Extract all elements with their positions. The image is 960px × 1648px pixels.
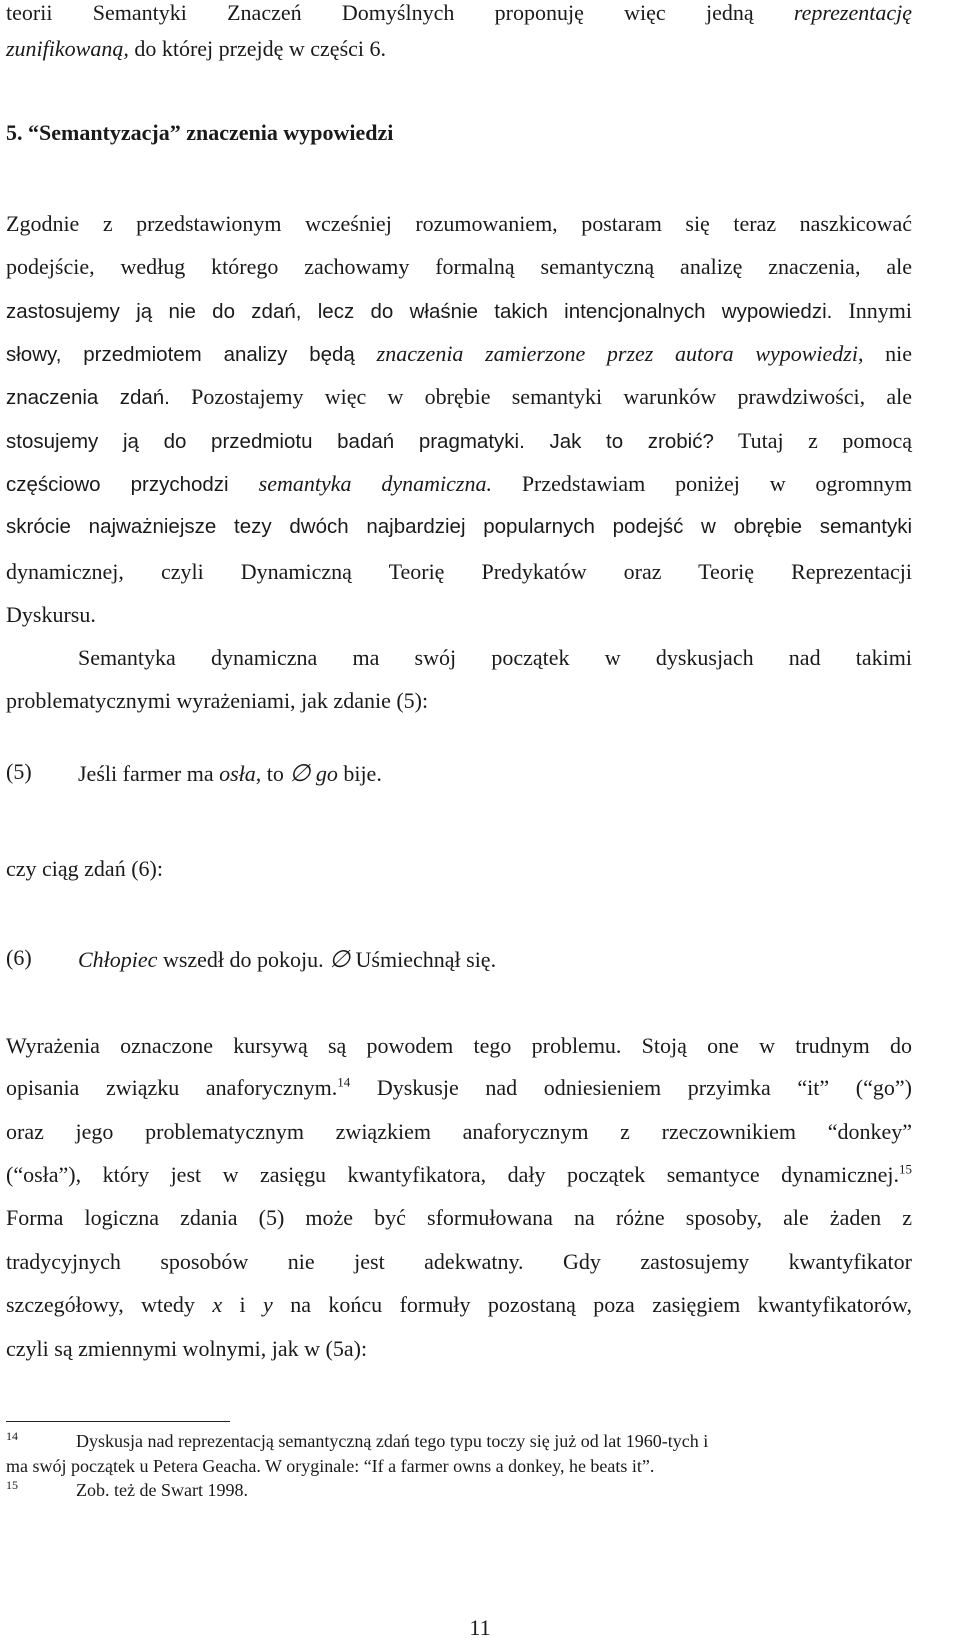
text-span: Stoją one w trudnym do <box>621 1033 912 1058</box>
text-span: częściowo przychodzi <box>6 473 259 496</box>
text-span: do której przejdę w części 6. <box>128 36 387 61</box>
paragraph-3-line <box>6 1033 912 1059</box>
text-span: bije. <box>337 761 382 786</box>
text-span: teorii Semantyki Znaczeń Domyślnych proponuję więc jedną <box>6 0 754 25</box>
paragraph-1-line: podejście, według którego zachowamy formalną semantyczną analizę znaczenia, ale <box>6 254 912 279</box>
italic-text: zunifikowaną, <box>6 36 129 61</box>
footnote-ref[interactable]: 15 <box>899 1161 912 1177</box>
text-span: (“osła”), który jest w zasięgu kwantyfikatora, dały początek semantyce dynamicznej. <box>6 1162 899 1187</box>
footnote-ref[interactable]: 14 <box>337 1074 351 1090</box>
paragraph-3-line: oraz jego problematycznym związkiem anaforycznym z rzeczownikiem “donkey” <box>6 1119 912 1144</box>
empty-set-symbol: ∅ <box>289 761 311 787</box>
paragraph-3-line: czyli są zmiennymi wolnymi, jak w (5a): <box>6 1336 368 1361</box>
example-number: (6) <box>6 945 32 970</box>
footnote-number: 15 <box>6 1478 18 1492</box>
italic-text: reprezentację <box>793 0 912 25</box>
text-span: Jeśli farmer ma <box>78 761 220 786</box>
text-span: Innymi <box>832 298 912 323</box>
text-span: Tutaj z pomocą <box>713 428 912 453</box>
text-span: zastosujemy ją nie do zdań, lecz do właśnie takich intencjonalnych wypowiedzi. <box>6 300 833 323</box>
italic-text: y <box>263 1292 273 1317</box>
empty-set-symbol: ∅ <box>329 947 351 973</box>
paragraph-1-line <box>6 384 912 410</box>
paragraph-2-line: problematycznymi wyrażeniami, jak zdanie (5): <box>6 688 429 713</box>
text-span: i <box>222 1292 264 1317</box>
example-6-text <box>78 945 496 974</box>
italic-text: go <box>310 761 338 786</box>
text-span: opisania związku anaforycznym. <box>6 1075 338 1100</box>
footnote-text: Dyskusja nad reprezentacją semantyczną zdań tego typu toczy się już od lat 1960-tych i <box>76 1431 709 1451</box>
footnote-15 <box>6 1480 912 1501</box>
text-span: Dyskusje nad odniesieniem przyimka “it” (“go”) <box>350 1075 912 1100</box>
text-span: wszedł do pokoju. <box>157 947 330 972</box>
mid-line: czy ciąg zdań (6): <box>6 856 163 881</box>
paragraph-1-line: Dyskursu. <box>6 602 96 627</box>
paragraph-2-line: Semantyka dynamiczna ma swój początek w dyskusjach nad takimi <box>78 645 912 670</box>
text-span: znaczenia zdań. <box>6 386 170 409</box>
intro-line-2 <box>6 36 912 62</box>
paragraph-3-line <box>6 1249 912 1275</box>
italic-text: osła <box>219 761 256 786</box>
paragraph-1-line: skrócie najważniejsze tezy dwóch najbardziej popularnych podejść w obrębie semantyki <box>6 515 912 538</box>
text-span: szczegółowy, wtedy <box>6 1292 213 1317</box>
italic-text: Chłopiec <box>78 947 158 972</box>
paragraph-3-line <box>6 1075 912 1101</box>
intro-line-1 <box>6 0 912 26</box>
text-span: , to <box>255 761 290 786</box>
footnote-separator <box>6 1421 230 1422</box>
paragraph-1-line <box>6 471 912 497</box>
paragraph-1-line: Zgodnie z przedstawionym wcześniej rozumowaniem, postaram się teraz naszkicować <box>6 211 912 236</box>
paragraph-1-line: dynamicznej, czyli Dynamiczną Teorię Predykatów oraz Teorię Reprezentacji <box>6 559 912 584</box>
page-number: 11 <box>469 1615 491 1640</box>
text-span: Przedstawiam poniżej w ogromnym <box>491 471 912 496</box>
text-span: tradycyjnych sposobów nie jest adekwatny. <box>6 1249 524 1274</box>
text-span: , nie <box>857 341 912 366</box>
paragraph-1-line <box>6 428 912 454</box>
paragraph-1-line <box>6 298 912 324</box>
italic-text: x <box>212 1292 223 1317</box>
example-number: (5) <box>6 759 32 784</box>
text-span: Gdy zastosujemy kwantyfikator <box>523 1249 912 1274</box>
footnote-number: 14 <box>6 1429 18 1443</box>
paragraph-3-line <box>6 1162 912 1188</box>
text-span: stosujemy ją do przedmiotu badań pragmatyki. Jak to zrobić? <box>6 430 714 453</box>
paragraph-1-line <box>6 341 912 367</box>
paragraph-3-line <box>6 1292 912 1318</box>
text-span: Pozostajemy więc w obrębie semantyki warunków prawdziwości, ale <box>169 384 912 409</box>
italic-text: znaczenia zamierzone przez autora wypowiedzi <box>376 341 858 366</box>
paragraph-3-line: Forma logiczna zdania (5) może być sformułowana na różne sposoby, ale żaden z <box>6 1205 912 1230</box>
footnote-text: Zob. też de Swart 1998. <box>76 1480 248 1500</box>
section-heading: 5. “Semantyzacja” znaczenia wypowiedzi <box>6 120 394 145</box>
example-5-text <box>78 759 382 788</box>
italic-text: semantyka dynamiczna. <box>258 471 492 496</box>
text-span: Uśmiechnął się. <box>350 947 497 972</box>
footnote-14 <box>6 1431 912 1452</box>
text-span: słowy, przedmiotem analizy będą <box>6 343 377 366</box>
footnote-14-cont: ma swój początek u Petera Geacha. W oryginale: “If a farmer owns a donkey, he beats it”. <box>6 1456 655 1476</box>
text-span: Wyrażenia oznaczone kursywą są powodem tego problemu. <box>6 1033 622 1058</box>
text-span: na końcu formuły pozostaną poza zasięgiem kwantyfikatorów, <box>272 1292 912 1317</box>
